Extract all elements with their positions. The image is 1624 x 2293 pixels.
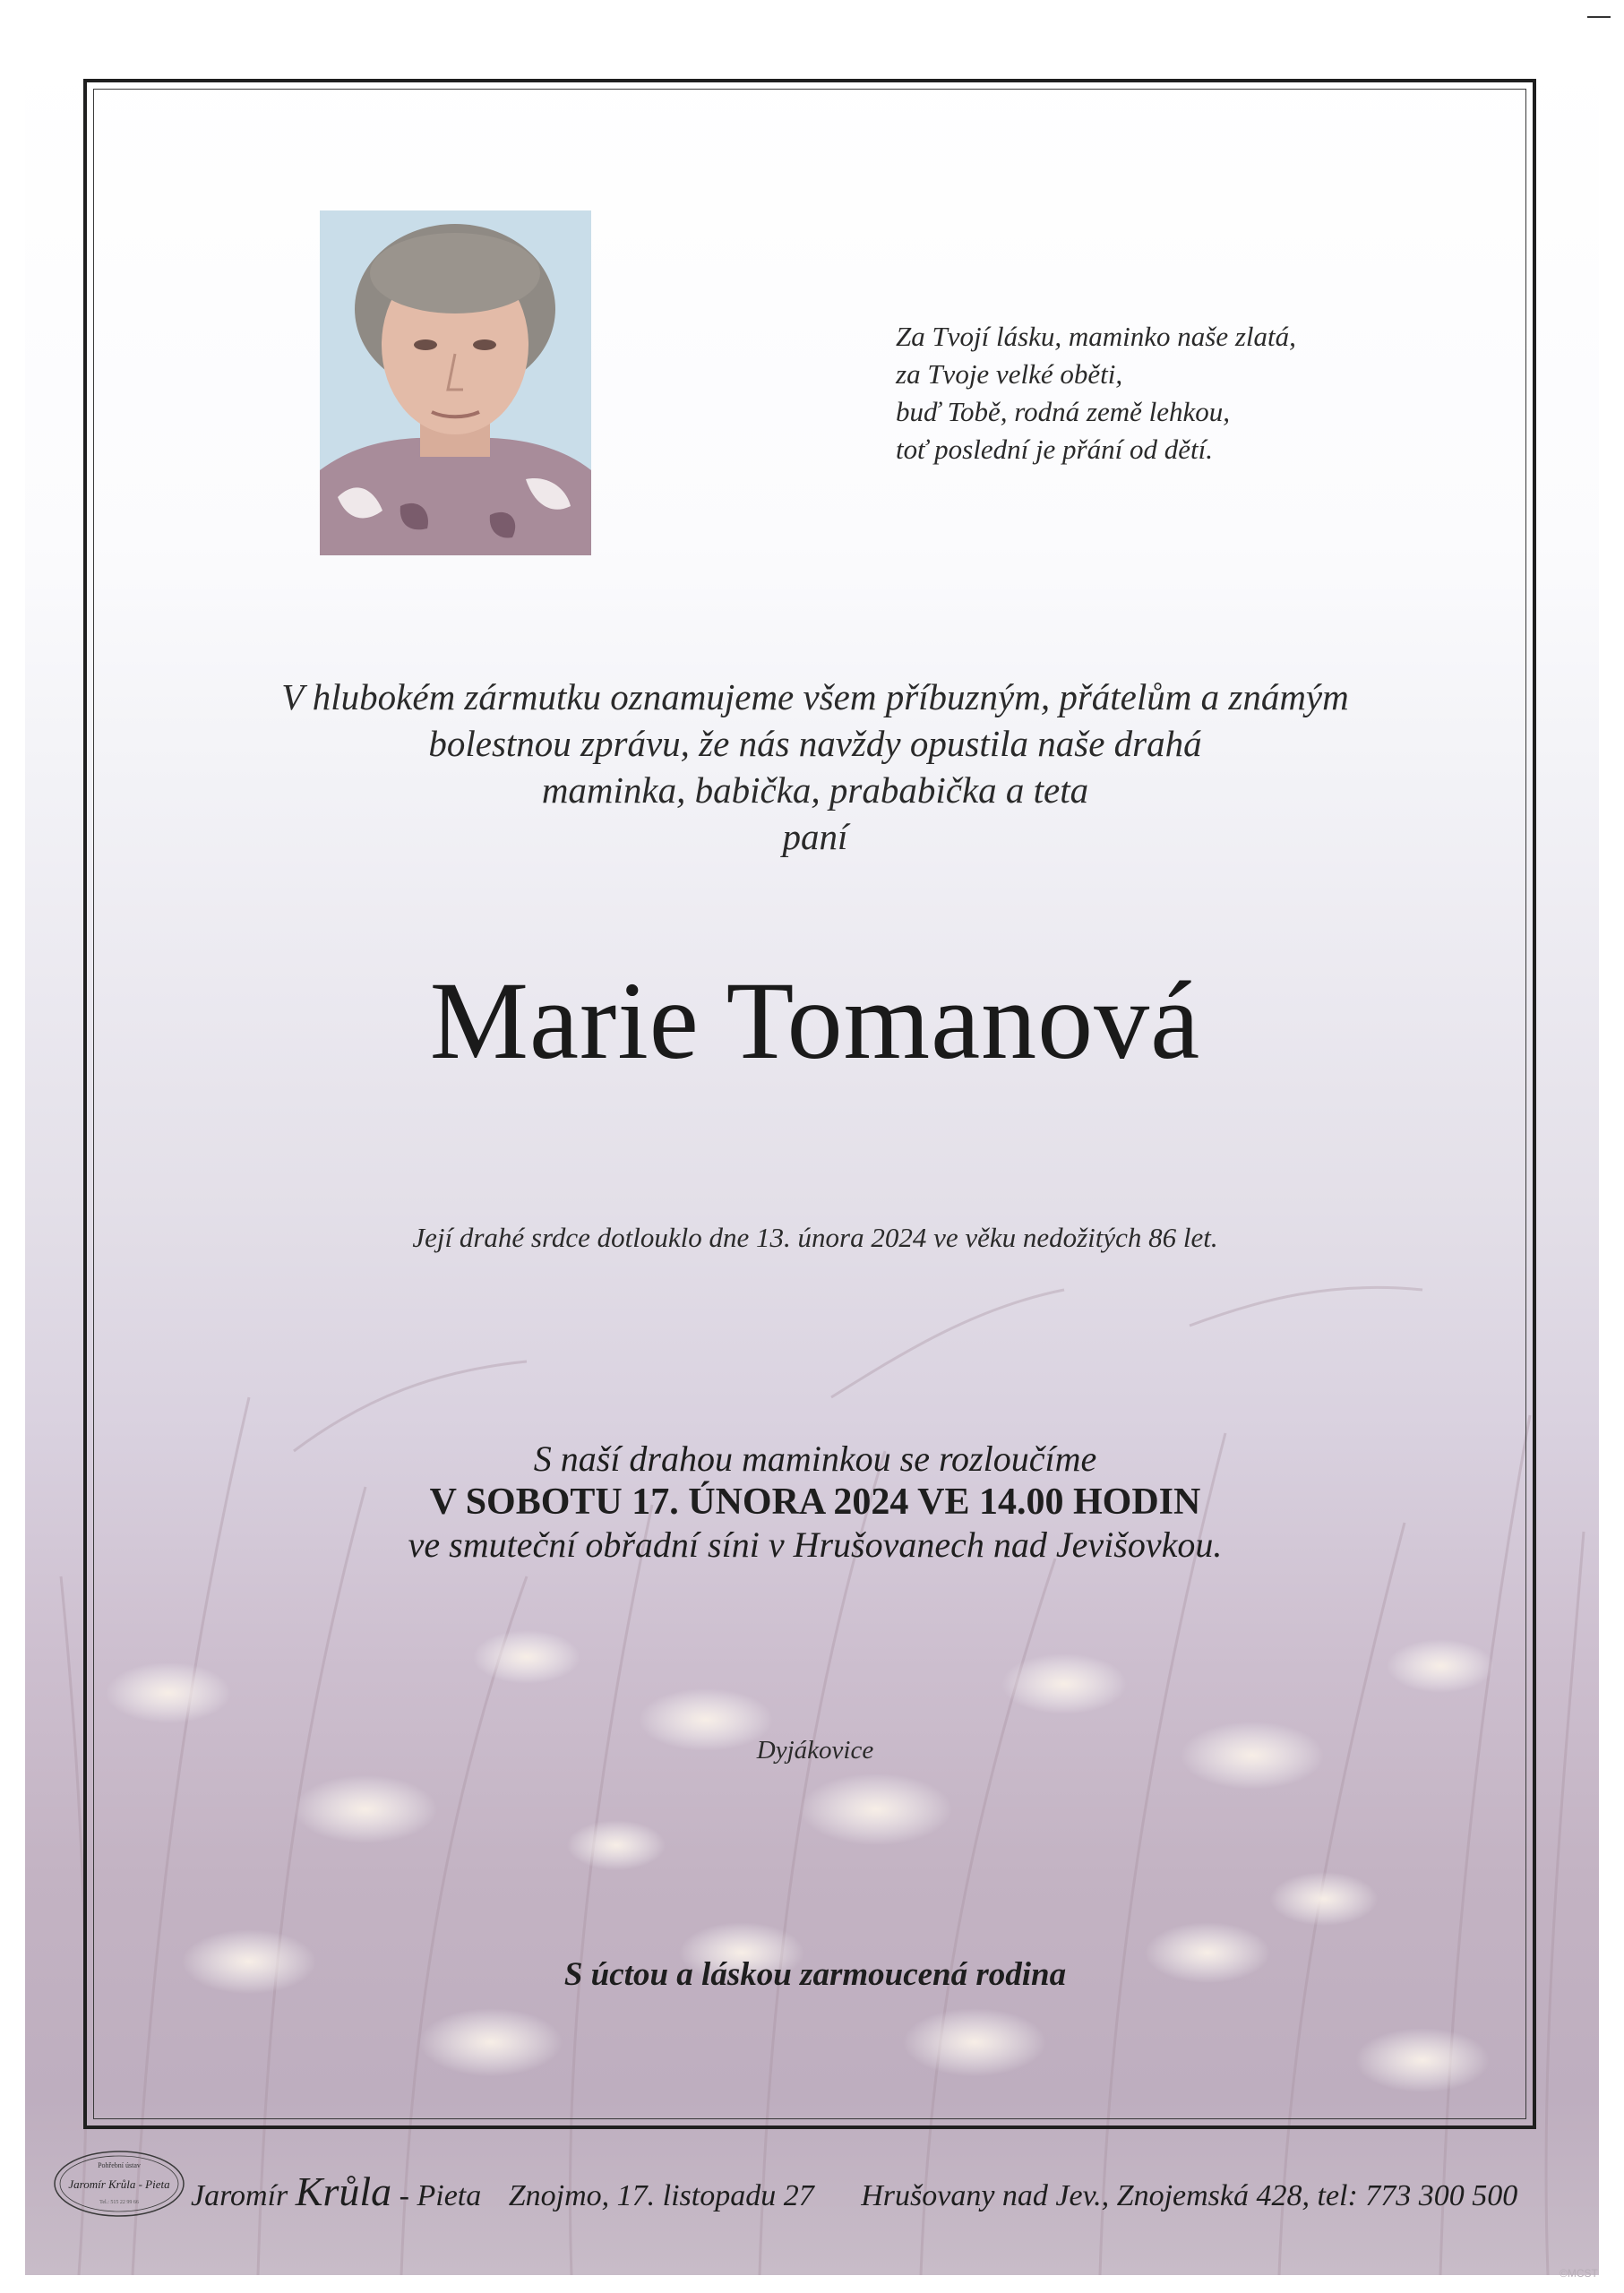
farewell-intro: S naší drahou maminkou se rozloučíme — [533, 1438, 1097, 1479]
company-first-name: Jaromír — [191, 2179, 288, 2212]
announcement-line: bolestnou zprávu, že nás navždy opustila naše drahá — [428, 723, 1202, 764]
seal-phone-text: Tel.: 515 22 99 66 — [99, 2200, 139, 2205]
seal-name-text: Jaromír Krůla - Pieta — [68, 2177, 170, 2191]
poem-line: Za Tvojí lásku, maminko naše zlatá, — [896, 321, 1296, 352]
portrait-image — [320, 210, 591, 555]
deceased-name: Marie Tomanová — [429, 959, 1201, 1082]
funeral-details — [161, 1438, 1469, 1567]
announcement-line: paní — [782, 816, 848, 857]
village: Dyjákovice — [756, 1736, 874, 1765]
announcement — [161, 674, 1469, 860]
company-line — [191, 2168, 1517, 2215]
seal-top-text: Pohřební ústav — [98, 2161, 141, 2169]
scan-mark — [1587, 16, 1611, 18]
watermark: ©MCST — [1560, 2267, 1598, 2280]
address-hrusovany: Hrušovany nad Jev., Znojemská 428, tel: 773 300 500 — [861, 2179, 1518, 2212]
family-signoff: S úctou a láskou zarmoucená rodina — [563, 1956, 1067, 1993]
company-suffix: - Pieta — [399, 2179, 482, 2212]
company-last-name: Krůla — [295, 2168, 392, 2214]
funeral-home-seal — [52, 2148, 186, 2220]
funeral-venue: ve smuteční obřadní síni v Hrušovanech nad Jevišovkou. — [408, 1524, 1223, 1565]
portrait-photo — [320, 210, 591, 555]
announcement-line: maminka, babička, prababička a teta — [541, 769, 1089, 811]
funeral-date-time: V SOBOTU 17. ÚNORA 2024 VE 14.00 HODIN — [429, 1481, 1201, 1523]
poem-line: toť poslední je přání od dětí. — [896, 434, 1213, 465]
footer — [52, 2148, 1575, 2229]
announcement-line: V hlubokém zármutku oznamujeme všem příbuzným, přátelům a známým — [281, 676, 1349, 717]
poem-line: za Tvoje velké oběti, — [896, 358, 1123, 390]
poem — [896, 318, 1379, 468]
poem-line: buď Tobě, rodná země lehkou, — [896, 396, 1231, 427]
death-note: Její drahé srdce dotlouklo dne 13. února 2024 ve věku nedožitých 86 let. — [412, 1222, 1218, 1253]
address-znojmo: Znojmo, 17. listopadu 27 — [508, 2179, 814, 2212]
